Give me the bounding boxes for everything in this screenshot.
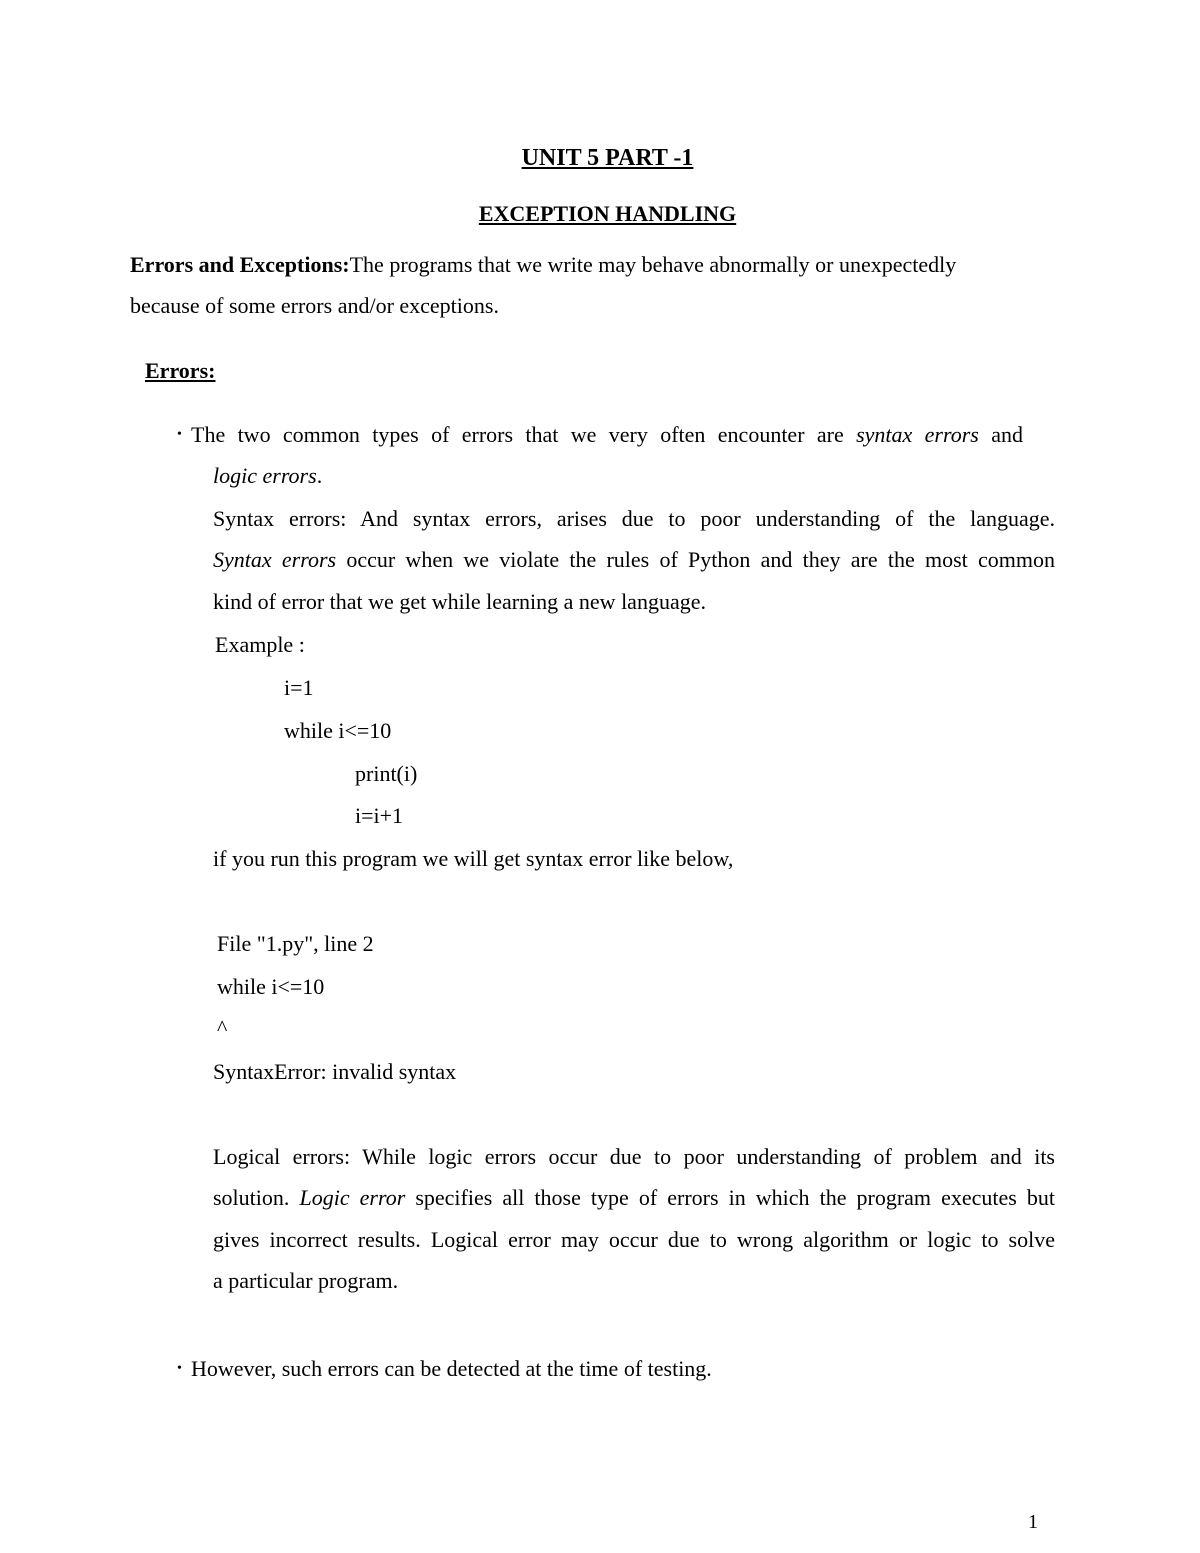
errors-heading: Errors:: [145, 358, 216, 383]
page-title: UNIT 5 PART -1: [521, 145, 694, 171]
logical-para-line-4: a particular program.: [213, 1268, 399, 1293]
bullet-icon: •: [177, 1361, 182, 1376]
bullet-1-italic: syntax errors: [856, 422, 979, 447]
logical-para-italic: Logic error: [299, 1185, 406, 1210]
bullet-1-line-2-post: .: [316, 463, 323, 488]
code-line-3: print(i): [355, 761, 418, 786]
error-output-line-3: ^: [217, 1015, 228, 1040]
syntax-para-line-1: Syntax errors: And syntax errors, arises due to poor understanding of the language.: [213, 506, 1055, 531]
code-line-4: i=i+1: [355, 803, 404, 828]
syntax-para-line-3: kind of error that we get while learning a new language.: [213, 589, 706, 614]
code-line-2: while i<=10: [284, 718, 392, 743]
syntax-para-line-2-text: occur when we violate the rules of Python and they are the most common: [336, 547, 1055, 572]
bullet-1-line-1: [191, 421, 1023, 449]
intro-text-1: The programs that we write may behave abnormally or unexpectedly: [349, 252, 957, 277]
bullet-1-line-2: [213, 462, 322, 490]
logical-para-line-2-post: specifies all those type of errors in which the program executes but: [405, 1185, 1056, 1210]
example-label: Example :: [215, 632, 305, 657]
logical-para-line-3: gives incorrect results. Logical error may occur due to wrong algorithm or logic to solve: [213, 1227, 1055, 1252]
syntax-para-italic: Syntax errors: [213, 547, 337, 572]
bullet-1-line-2-italic: logic errors: [213, 463, 317, 488]
run-note: if you run this program we will get syntax error like below,: [213, 846, 734, 871]
bullet-1-text: The two common types of errors that we very often encounter are: [191, 422, 857, 447]
error-output-line-1: File "1.py", line 2: [217, 931, 374, 956]
bullet-icon: •: [177, 427, 182, 442]
syntax-para-line-2: [213, 546, 1055, 574]
intro-line-1: [130, 251, 956, 279]
logical-para-line-2-pre: solution.: [213, 1185, 300, 1210]
logical-para-line-2: [213, 1184, 1055, 1212]
intro-label: Errors and Exceptions:: [130, 252, 350, 277]
bullet-1-post: and: [978, 422, 1023, 447]
error-output-line-2: while i<=10: [217, 974, 325, 999]
logical-para-line-1: Logical errors: While logic errors occur due to poor understanding of problem and its: [213, 1144, 1055, 1169]
page-number: 1: [1028, 1511, 1038, 1533]
code-line-1: i=1: [284, 675, 314, 700]
intro-line-2: because of some errors and/or exceptions.: [130, 293, 499, 318]
error-output-line-4: SyntaxError: invalid syntax: [213, 1059, 457, 1084]
section-subtitle: EXCEPTION HANDLING: [478, 201, 737, 226]
bullet-2: However, such errors can be detected at the time of testing.: [191, 1356, 712, 1381]
